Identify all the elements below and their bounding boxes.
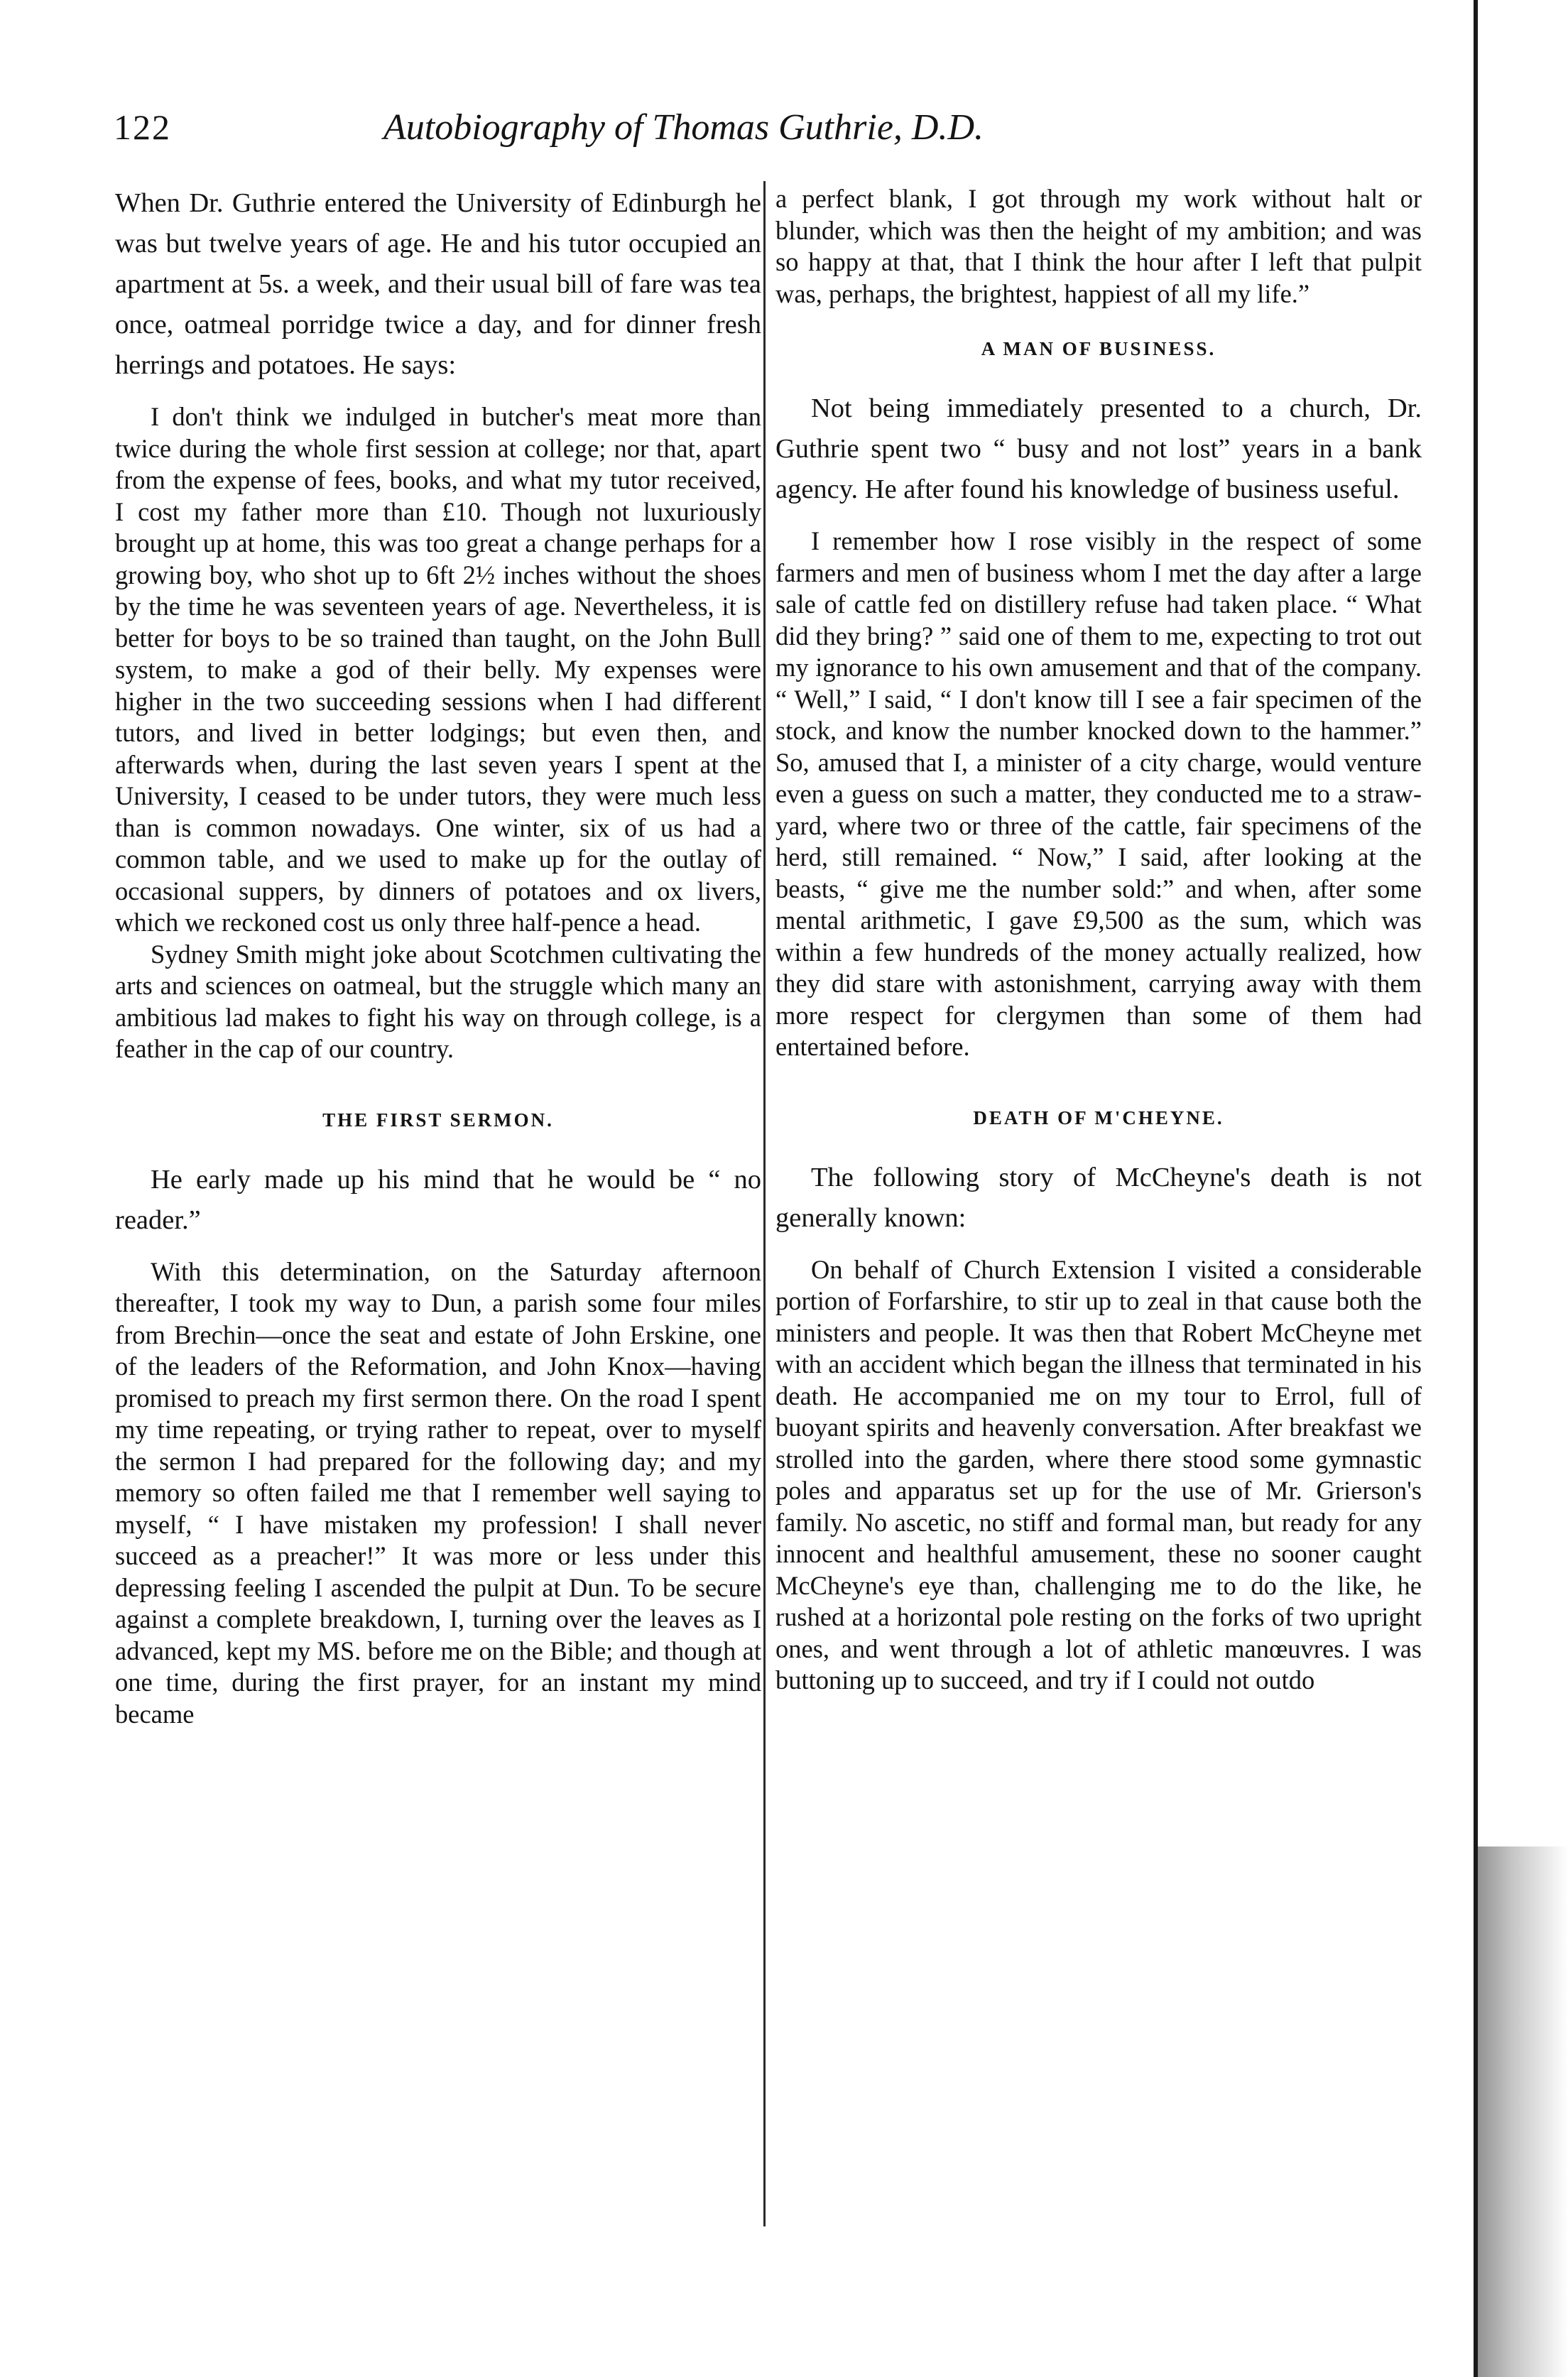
intro-paragraph: When Dr. Guthrie entered the University of Edinburgh he was but twelve years of age. He and his tutor occupied an apartment at 5s. a week, and their usual bill of fare was tea once, oatmeal porridge twice a day, and for dinner fresh herrings and potatoes. He says: <box>115 188 761 380</box>
sermon-intro: He early made up his mind that he would be “ no reader.” <box>115 1164 761 1235</box>
column-divider <box>763 181 766 2226</box>
page-edge-shadow <box>1478 1846 1568 2377</box>
death-quote: On behalf of Church Extension I visited a considerable portion of Forfarshire, to stir up to zeal in that cause both the ministers and people. It was then that Robert McCheyne met with an accident which began the illness that terminated in his death. He accompanied me on my tour to Errol, full of buoyant spirits and heavenly conversation. After breakfast we strolled into the garden, where there stood some gymnastic poles and apparatus set up for the use of Mr. Grierson's family. No ascetic, no stiff and formal man, but ready for any innocent and healthful amusement, these no sooner caught McCheyne's eye than, challenging me to do the like, he rushed at a horizontal pole resting on the forks of two upright ones, and went through a lot of athletic manœuvres. I was buttoning up to succeed, and try if I could not outdo <box>775 1254 1422 1695</box>
left-column <box>115 183 761 1730</box>
business-intro: Not being immediately presented to a church, Dr. Guthrie spent two “ busy and not lost” years in a bank agency. He after found his knowledge of business useful. <box>775 393 1422 504</box>
page-header <box>114 107 1463 156</box>
heading-death-of-mcheyne: DEATH OF M'CHEYNE. <box>973 1106 1224 1128</box>
oatmeal-paragraph: Sydney Smith might joke about Scotchmen cultivating the arts and sciences on oatmeal, but the struggle which many an ambitious lad makes to fight his way on through college, is a feather in the cap of our country. <box>115 939 761 1063</box>
heading-first-sermon: THE FIRST SERMON. <box>322 1109 554 1131</box>
sermon-quote: With this determination, on the Saturday afternoon thereafter, I took my way to Dun, a parish some four miles from Brechin—once the seat and estate of John Erskine, one of the leaders of the Reformation, and John Knox—having promised to preach my first sermon there. On the road I spent my time repeating, or trying rather to repeat, over to myself the sermon I had prepared for the following day; and my memory so often failed me that I remember well saying to myself, “ I have mistaken my profession! I shall never succeed as a preacher!” It was more or less under this depressing feeling I ascended the pulpit at Dun. To be secure against a complete breakdown, I, turning over the leaves as I advanced, kept my MS. before me on the Bible; and though at one time, during the first prayer, for an instant my mind became <box>115 1256 761 1729</box>
running-title: Autobiography of Thomas Guthrie, D.D. <box>383 107 984 148</box>
heading-man-of-business: A MAN OF BUSINESS. <box>981 338 1216 359</box>
sermon-quote-continuation: a perfect blank, I got through my work without halt or blunder, which was then the height of my ambition; and was so happy at that, that I think the hour after I left that pulpit was, perhaps, the brightest, happiest of all my life.” <box>775 184 1422 308</box>
page-number: 122 <box>114 107 171 147</box>
college-quote: I don't think we indulged in butcher's meat more than twice during the whole first session at college; nor that, apart from the expense of fees, books, and what my tutor received, I cost my father more than £10. Though not luxuriously brought up at home, this was too great a change perhaps for a growing boy, who shot up to 6ft 2½ inches without the shoes by the time he was seventeen years of age. Nevertheless, it is better for boys to be so trained than taught, on the John Bull system, to make a god of their belly. My expenses were higher in the two succeeding sessions when I had different tutors, and lived in better lodgings; but even then, and afterwards when, during the last seven years I spent at the University, I ceased to be under tutors, they were much less than is common nowadays. One winter, six of us had a common table, and we used to make up for the outlay of occasional suppers, by dinners of potatoes and ox livers, which we reckoned cost us only three half-pence a head. <box>115 402 761 937</box>
right-column <box>775 183 1422 1697</box>
death-intro: The following story of McCheyne's death is not generally known: <box>775 1162 1422 1233</box>
business-quote: I remember how I rose visibly in the respect of some farmers and men of business whom I met the day after a large sale of cattle fed on distillery refuse had taken place. “ What did they bring? ” said one of them to me, expecting to trot out my ignorance to his own amusement and that of the company. “ Well,” I said, “ I don't know till I see a fair specimen of the stock, and know the number knocked down to the hammer.” So, amused that I, a minister of a city charge, would venture even a guess on such a matter, they conducted me to a straw-yard, where two or three of the cattle, fair specimens of the herd, still remained. “ Now,” I said, after looking at the beasts, “ give me the number sold:” and when, after some mental arithmetic, I gave £9,500 as the sum, which was within a few hundreds of the money actually realized, how they did stare with astonishment, carrying away with them more respect for clergymen than some of them had entertained before. <box>775 526 1422 1061</box>
